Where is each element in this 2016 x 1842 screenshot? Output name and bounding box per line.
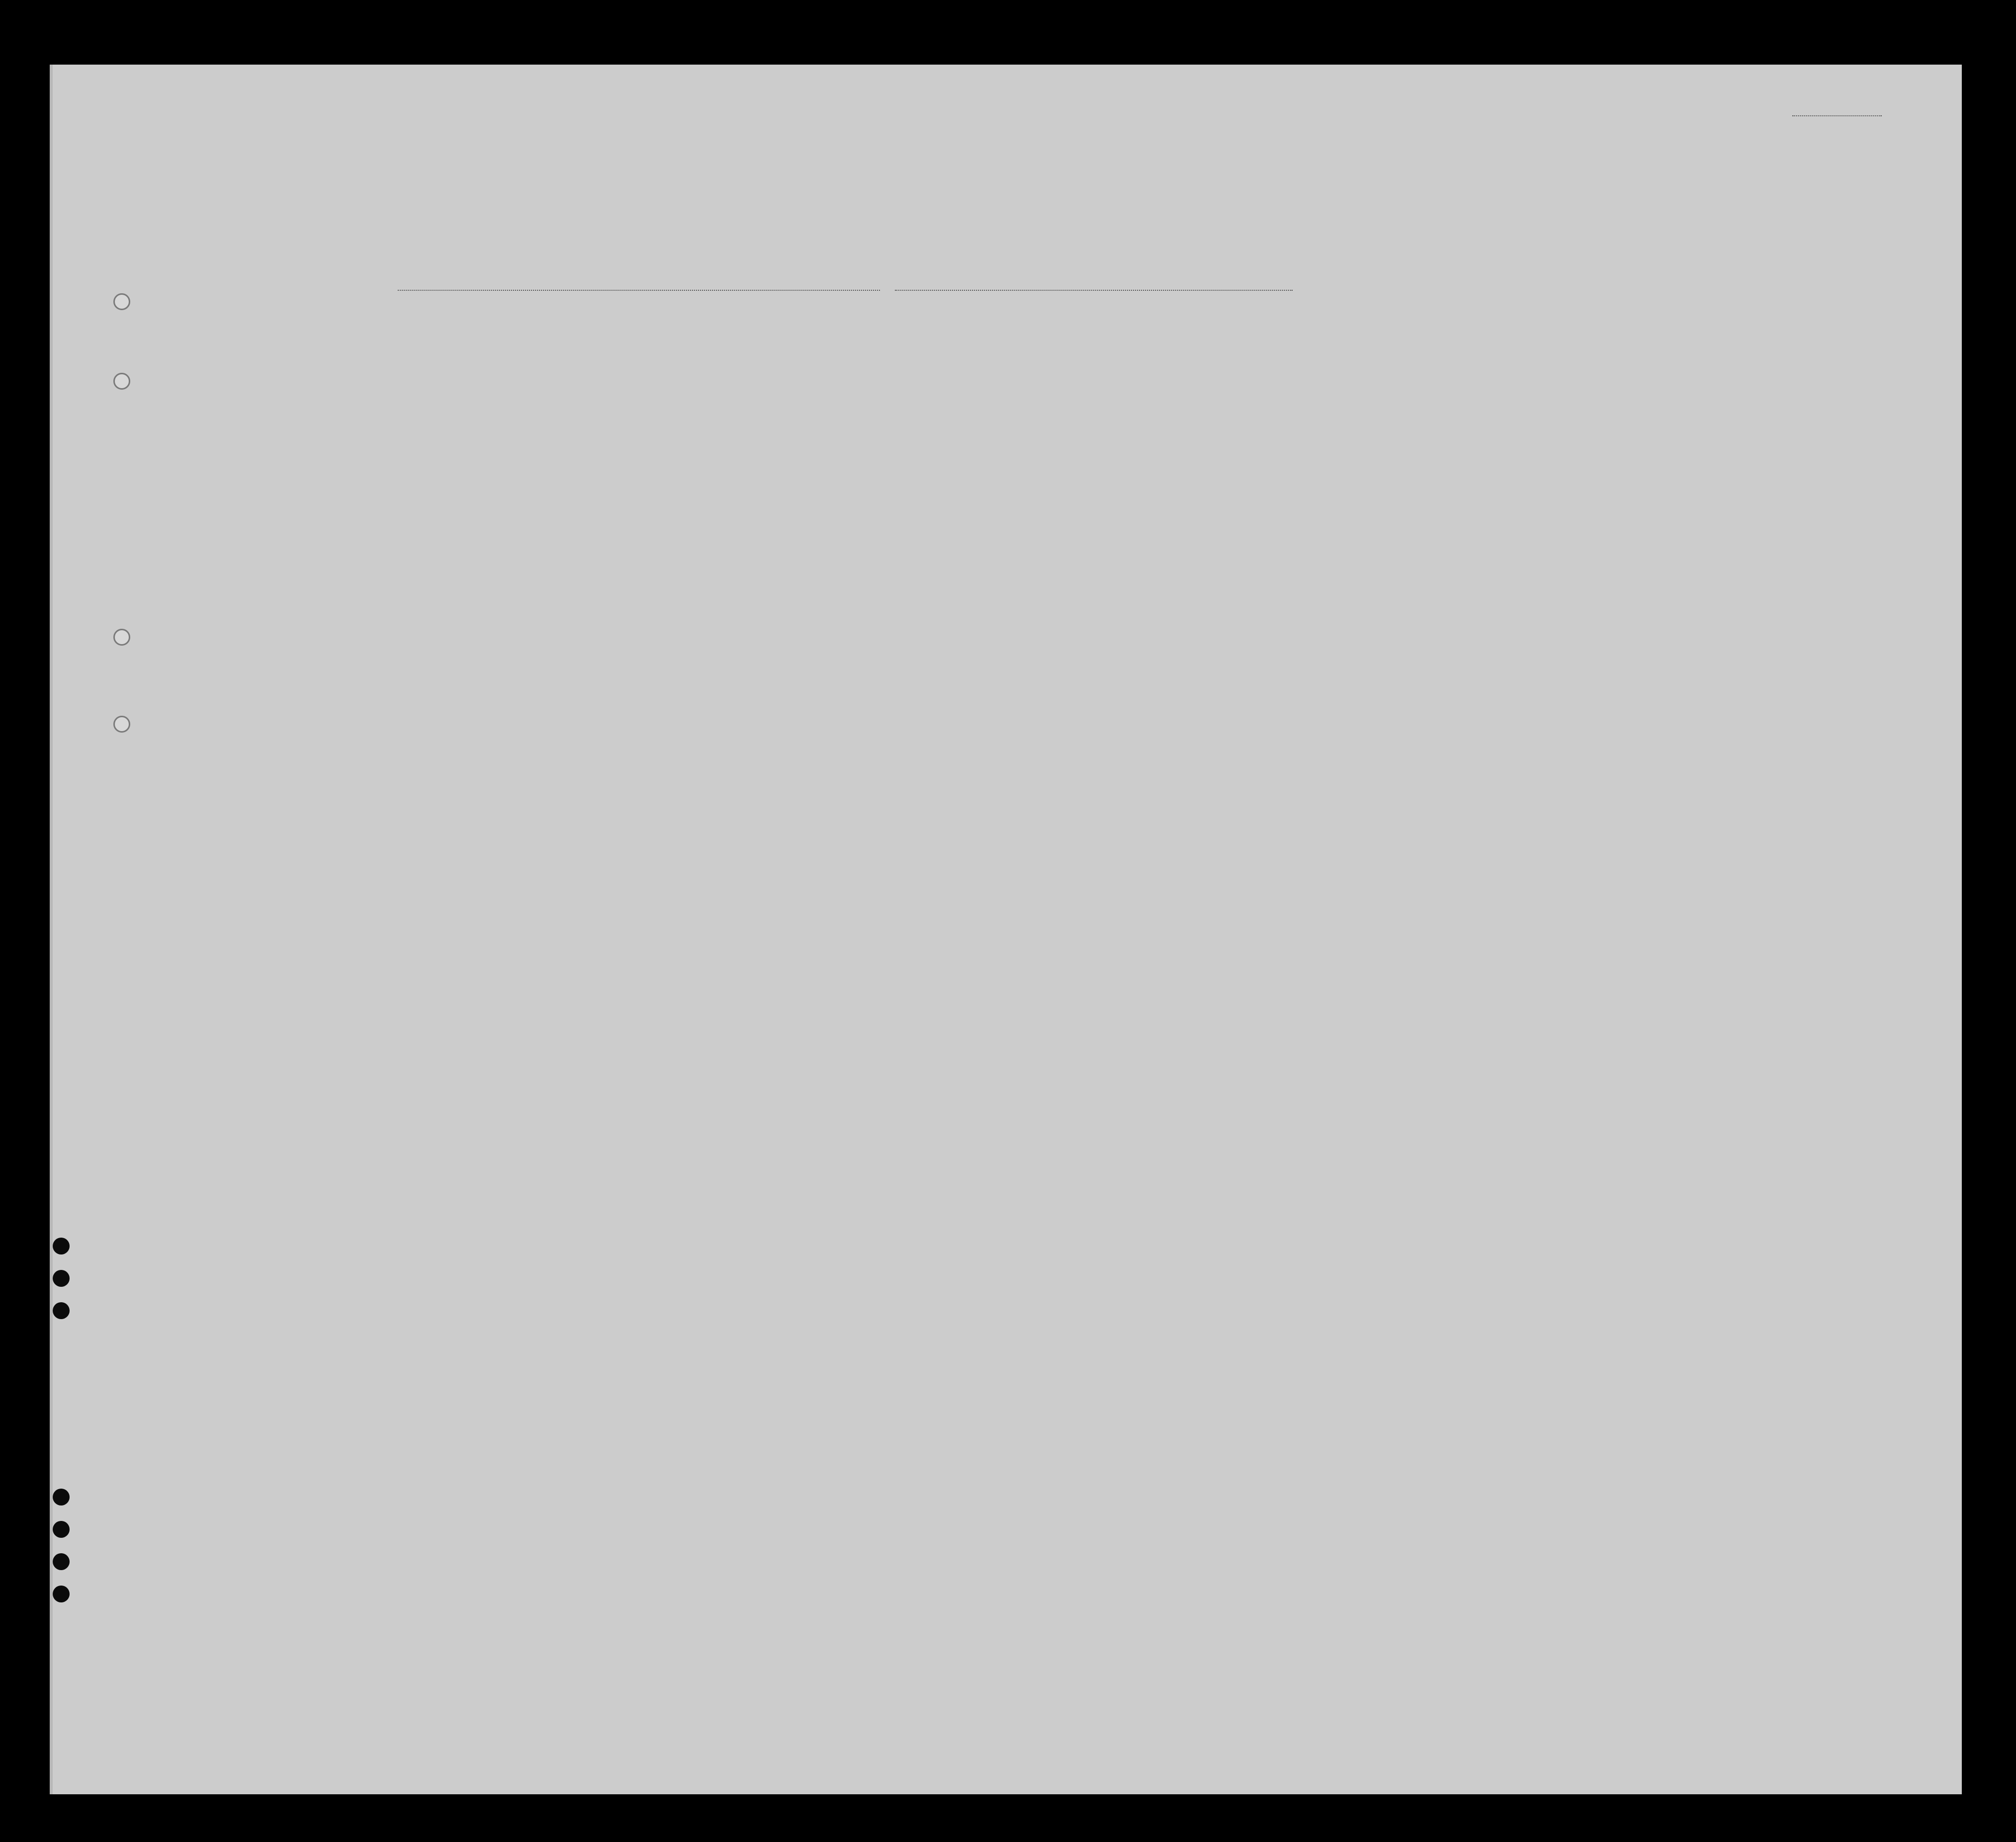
binder-hole	[53, 1521, 70, 1538]
binder-hole	[53, 1489, 70, 1506]
date-dotted-line	[895, 290, 1293, 291]
binder-hole	[113, 293, 130, 310]
manifest-sheet	[50, 65, 1962, 1794]
binder-hole	[53, 1238, 70, 1255]
port-dotted-line	[398, 290, 880, 291]
binder-hole	[113, 629, 130, 646]
binder-hole	[113, 373, 130, 390]
list-value	[1792, 115, 1882, 116]
binder-hole	[53, 1553, 70, 1570]
binder-hole	[53, 1302, 70, 1319]
binder-hole	[53, 1586, 70, 1602]
binder-hole	[113, 716, 130, 733]
binder-hole	[53, 1270, 70, 1287]
